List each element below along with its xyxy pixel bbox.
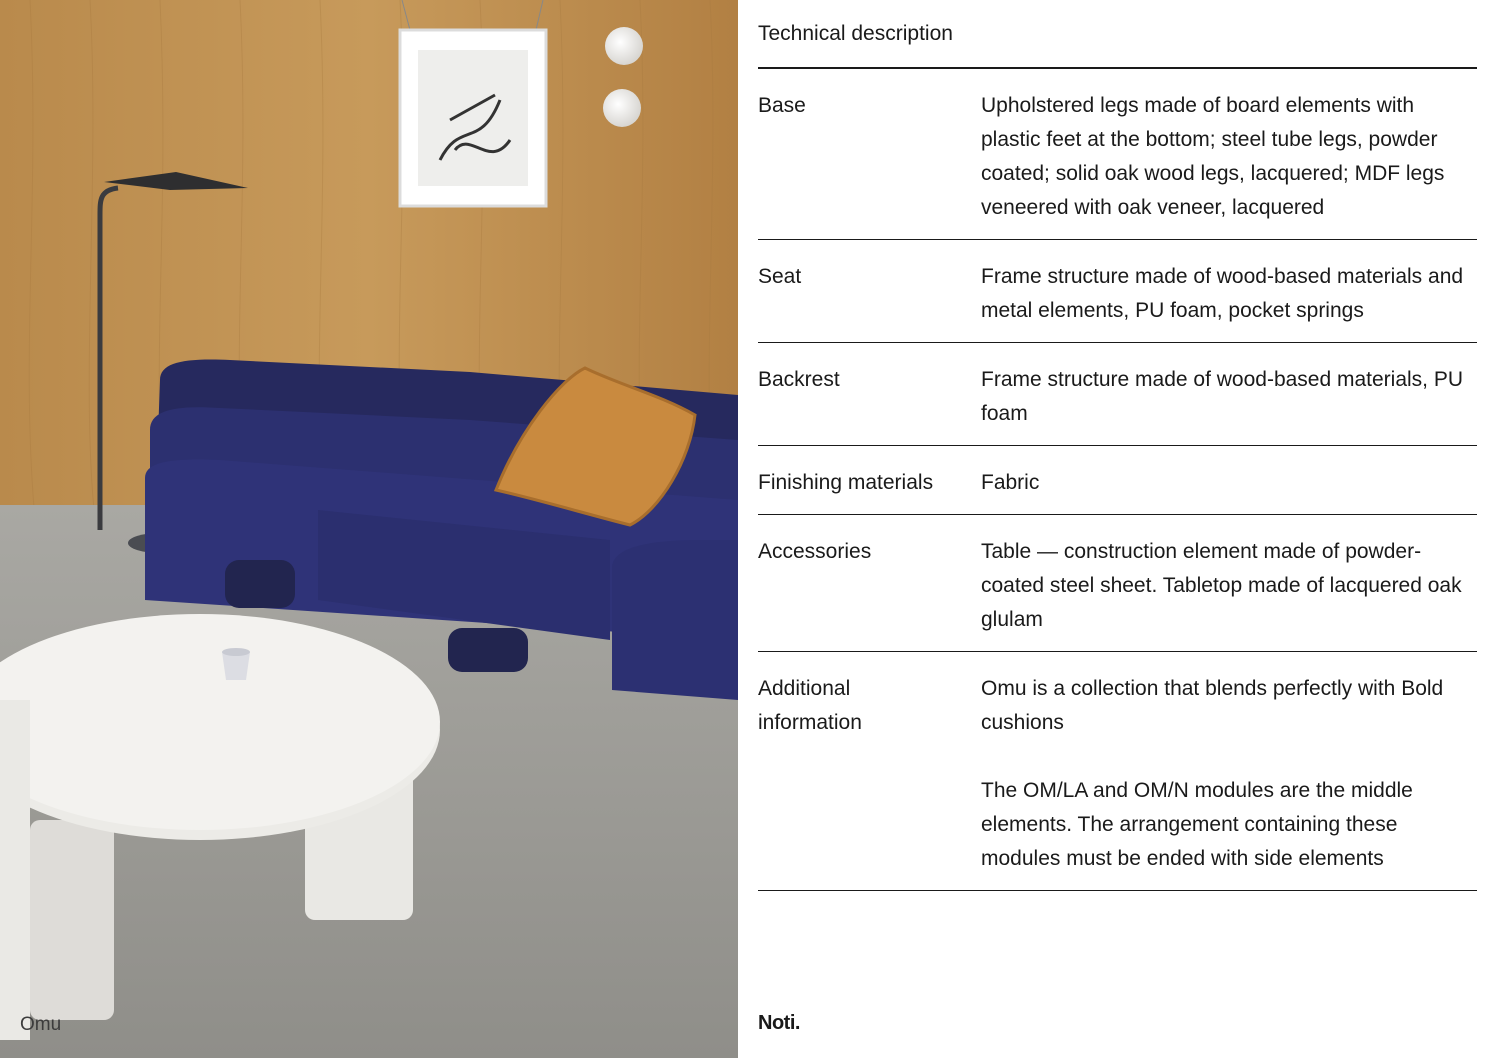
- spec-table: [758, 67, 1477, 891]
- spec-value: [981, 535, 1477, 637]
- spec-value: [981, 260, 1477, 328]
- section-title: Technical description: [758, 22, 953, 45]
- spec-value-text: Omu is a collection that blends perfectly with Bold cushions: [981, 677, 1444, 734]
- spec-value-text: Frame structure made of wood-based materials, PU foam: [981, 368, 1464, 425]
- spec-value: [981, 466, 1477, 500]
- photo-caption: Omu: [20, 1014, 62, 1035]
- product-photo: [0, 0, 738, 1058]
- framed-artwork: [400, 0, 546, 206]
- spec-value-text: Fabric: [981, 471, 1040, 494]
- spec-label: Accessories: [758, 540, 872, 563]
- spec-row-backrest: [758, 343, 1477, 446]
- spec-row-seat: [758, 240, 1477, 343]
- spec-value: [981, 672, 1477, 876]
- spec-label: Finishing materials: [758, 471, 934, 494]
- spec-label: Additional information: [758, 677, 862, 734]
- spec-label: Seat: [758, 265, 802, 288]
- spec-value-text: Table — construction element made of powder-coated steel sheet. Tabletop made of lacquered oak glulam: [981, 540, 1462, 631]
- spec-value-text: Frame structure made of wood-based materials and metal elements, PU foam, pocket springs: [981, 265, 1464, 322]
- spec-label: Backrest: [758, 368, 840, 391]
- spec-row-finishing-materials: [758, 446, 1477, 515]
- spec-row-additional-information: [758, 652, 1477, 891]
- spec-value: [981, 363, 1477, 431]
- brand-logo: Noti.: [758, 1012, 800, 1034]
- spec-label: Base: [758, 94, 806, 117]
- spec-value-text: The OM/LA and OM/N modules are the middle elements. The arrangement containing these modules must be ended with side elements: [981, 779, 1413, 870]
- spec-page: [758, 0, 1477, 1058]
- spec-row-accessories: [758, 515, 1477, 652]
- living-room-scene-image: [0, 0, 738, 1058]
- spec-value: [981, 89, 1477, 225]
- wall-lamp-globe-icon: [605, 27, 643, 65]
- small-cup: [222, 648, 250, 680]
- wall-lamp-globe-icon: [603, 89, 641, 127]
- spec-row-base: [758, 69, 1477, 240]
- spec-value-text: Upholstered legs made of board elements with plastic feet at the bottom; steel tube legs, powder coated; solid oak wood legs, lacquered; MDF legs veneered with oak veneer, lacquered: [981, 94, 1445, 219]
